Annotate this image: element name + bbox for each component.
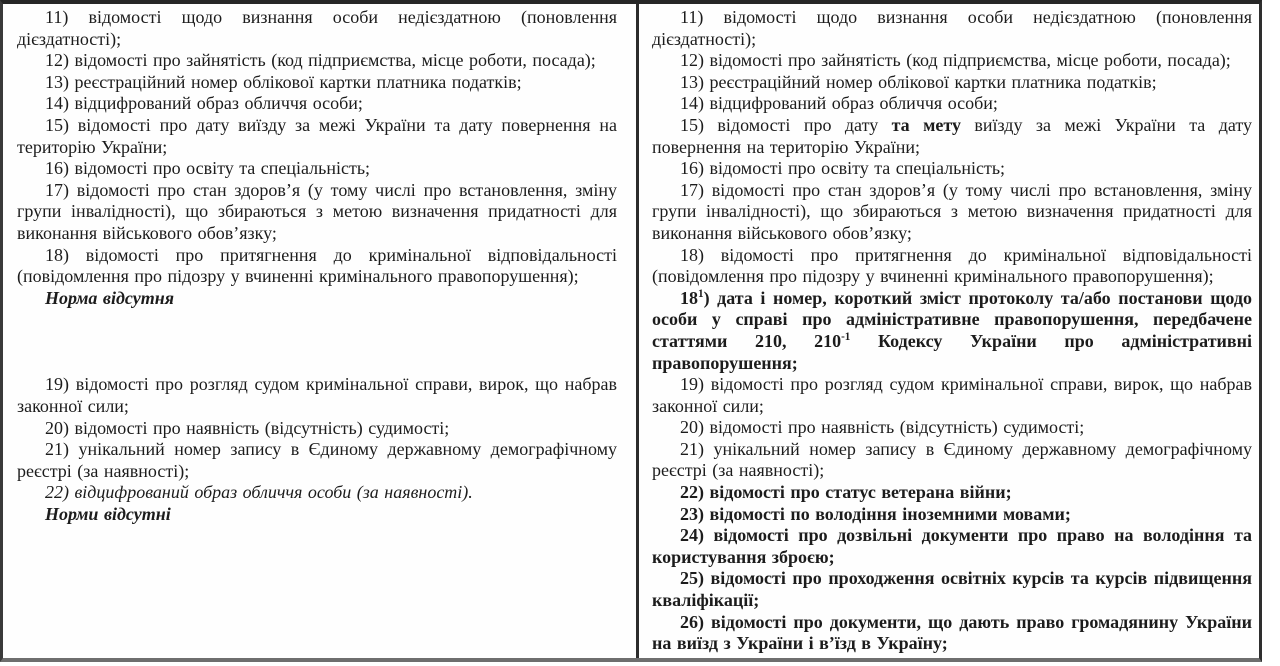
paragraph xyxy=(652,504,1252,526)
paragraph xyxy=(17,93,617,115)
paragraph xyxy=(17,288,617,310)
text-segment: та мету xyxy=(891,114,961,135)
text-segment: Норми відсутні xyxy=(45,503,171,524)
paragraph xyxy=(652,7,1252,50)
text-segment: 21) унікальний номер запису в Єдиному державному демографічному реєстрі (за наявності); xyxy=(652,438,1252,481)
paragraph xyxy=(17,158,617,180)
text-segment: 17) відомості про стан здоров’я (у тому числі про встановлення, зміну групи інвалідності), що збираються з метою визначення придатності для виконання військового обов’язку; xyxy=(17,179,617,243)
text-segment: 11) відомості щодо визнання особи недієздатною (поновлення дієздатності); xyxy=(17,7,617,49)
text-segment: Кодексу України про адміністративні правопорушення; xyxy=(652,330,1252,373)
paragraph xyxy=(652,525,1252,568)
paragraph xyxy=(17,7,617,50)
paragraph xyxy=(17,439,617,482)
paragraph xyxy=(652,50,1252,72)
paragraph xyxy=(17,115,617,158)
right-column xyxy=(639,4,1259,658)
text-segment: 26) відомості про документи, що дають право громадянину України на виїзд з України і в’їзд в Україну; xyxy=(652,611,1252,654)
text-segment: 23) відомості по володіння іноземними мовами; xyxy=(680,503,1071,524)
paragraph xyxy=(652,612,1252,655)
text-segment: 18) відомості про притягнення до кримінальної відповідальності (повідомлення про підозру у вчиненні кримінального правопорушення); xyxy=(652,244,1252,287)
text-segment: 18 xyxy=(680,287,698,308)
text-segment: 11) відомості щодо визнання особи недієздатною (поновлення дієздатності); xyxy=(652,7,1252,49)
paragraph xyxy=(652,288,1252,374)
paragraph xyxy=(652,93,1252,115)
text-segment: 21) унікальний номер запису в Єдиному державному демографічному реєстрі (за наявності); xyxy=(17,439,617,481)
paragraph xyxy=(652,374,1252,417)
paragraph xyxy=(17,245,617,288)
text-segment: 19) відомості про розгляд судом кримінальної справи, вирок, що набрав законної сили; xyxy=(17,374,617,416)
text-segment: 13) реєстраційний номер облікової картки платника податків; xyxy=(45,71,522,92)
paragraph xyxy=(17,50,617,72)
paragraph xyxy=(652,245,1252,288)
paragraph xyxy=(652,417,1252,439)
paragraph xyxy=(17,374,617,417)
paragraph xyxy=(17,180,617,245)
text-segment: 14) відцифрований образ обличчя особи; xyxy=(45,93,363,114)
paragraph xyxy=(17,72,617,94)
text-segment: виїзду за межі України та дату повернення на територію України; xyxy=(652,114,1253,157)
left-column xyxy=(3,4,639,658)
text-segment: 24) відомості про дозвільні документи про право на володіння та користування зброєю; xyxy=(652,525,1252,567)
text-segment: 17) відомості про стан здоров’я (у тому числі про встановлення, зміну групи інвалідності), що збираються з метою визначення придатності для виконання військового обов’язку; xyxy=(652,179,1252,243)
paragraph xyxy=(652,158,1252,180)
text-segment: 1 xyxy=(698,287,704,300)
paragraph xyxy=(17,504,617,526)
paragraph xyxy=(17,418,617,440)
text-segment: 20) відомості про наявність (відсутність) судимості; xyxy=(680,417,1085,438)
text-segment: 13) реєстраційний номер облікової картки платника податків; xyxy=(680,71,1157,92)
paragraph xyxy=(652,115,1252,158)
paragraph xyxy=(17,482,617,504)
paragraph xyxy=(652,482,1252,504)
text-segment: 19) відомості про розгляд судом кримінальної справи, вирок, що набрав законної сили; xyxy=(652,374,1252,416)
text-segment: -1 xyxy=(841,330,851,343)
text-segment: 15) відомості про дату виїзду за межі України та дату повернення на територію України; xyxy=(17,114,617,157)
paragraph xyxy=(652,72,1252,94)
row-spacer xyxy=(17,309,617,374)
text-segment: 22) відомості про статус ветерана війни; xyxy=(680,482,1012,503)
text-segment: 12) відомості про зайнятість (код підприємства, місце роботи, посада); xyxy=(45,50,596,71)
text-segment: ) дата і номер, короткий зміст протоколу та/або постанови щодо особи у справі про адміністративне правопорушення, передбачене статтями 210, 210 xyxy=(652,287,1252,351)
text-segment: 25) відомості про проходження освітніх курсів та курсів підвищення кваліфікації; xyxy=(652,568,1252,611)
text-segment: 20) відомості про наявність (відсутність) судимості; xyxy=(45,417,450,438)
paragraph xyxy=(652,568,1252,611)
text-segment: 12) відомості про зайнятість (код підприємства, місце роботи, посада); xyxy=(680,50,1231,71)
text-segment: 18) відомості про притягнення до кримінальної відповідальності (повідомлення про підозру у вчиненні кримінального правопорушення); xyxy=(17,244,617,287)
paragraph xyxy=(652,439,1252,482)
text-segment: 15) відомості про дату xyxy=(680,114,892,135)
text-segment: 22) відцифрований образ обличчя особи (за наявності). xyxy=(45,482,473,503)
text-segment: Норма відсутня xyxy=(45,287,175,308)
text-segment: 14) відцифрований образ обличчя особи; xyxy=(680,93,998,114)
text-segment: 16) відомості про освіту та спеціальність; xyxy=(45,158,371,179)
paragraph xyxy=(652,180,1252,245)
text-segment: 16) відомості про освіту та спеціальність; xyxy=(680,158,1006,179)
